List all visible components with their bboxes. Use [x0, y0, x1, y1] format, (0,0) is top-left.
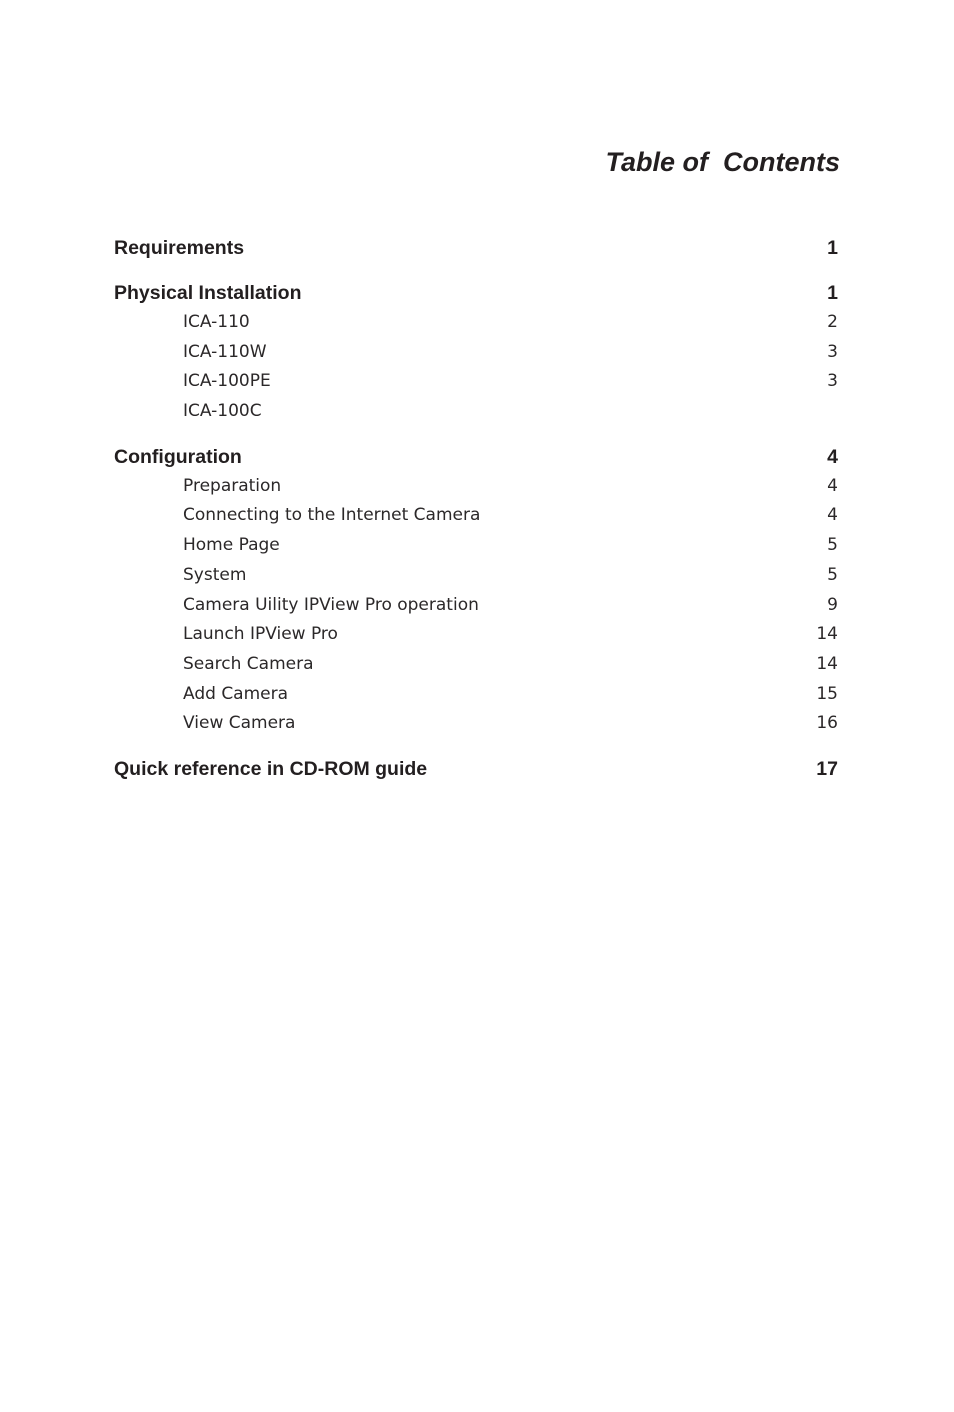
toc-entry-page: 4 — [827, 445, 838, 468]
toc-subentry-ica-110[interactable] — [114, 308, 838, 338]
toc-subentry-page: 5 — [827, 535, 838, 556]
toc-subentry-page: 3 — [827, 341, 838, 362]
toc-subentry-title: System — [183, 564, 247, 585]
toc-subentry-page: 9 — [827, 594, 838, 615]
toc-section-quick-reference — [114, 754, 838, 784]
toc-subentry-page: 2 — [827, 312, 838, 332]
toc-subentry-page: 5 — [827, 564, 838, 585]
toc-subentry-title: ICA-110 — [183, 312, 250, 332]
toc-subentry-launch-ipview[interactable] — [114, 620, 838, 650]
toc-section-physical-installation — [114, 278, 838, 427]
toc-subentry-search-camera[interactable] — [114, 650, 838, 680]
toc-entry-page: 1 — [827, 237, 838, 259]
toc-entry-title: Configuration — [114, 445, 242, 468]
toc-subentry-page: 14 — [816, 624, 838, 645]
toc-subentry-title: Launch IPView Pro — [183, 624, 338, 645]
toc-subentry-title: ICA-100PE — [183, 371, 271, 392]
toc-subentry-title: Connecting to the Internet Camera — [183, 505, 481, 526]
toc-entry-requirements[interactable] — [114, 233, 838, 263]
toc-subentry-title: Search Camera — [183, 653, 314, 674]
toc-subentry-title: ICA-110W — [183, 341, 267, 362]
toc-subentry-page: 16 — [816, 713, 838, 734]
toc-subentry-page: 4 — [827, 475, 838, 496]
table-of-contents — [114, 233, 838, 799]
toc-entry-physical-installation[interactable] — [114, 278, 838, 308]
toc-section-requirements — [114, 233, 838, 263]
toc-subentry-add-camera[interactable] — [114, 680, 838, 710]
toc-subentry-ica-100c[interactable] — [114, 397, 838, 427]
toc-subentry-camera-utility[interactable] — [114, 591, 838, 621]
toc-subentry-ica-110w[interactable] — [114, 338, 838, 368]
toc-subentry-page: 4 — [827, 505, 838, 526]
toc-entry-title: Requirements — [114, 237, 245, 259]
toc-section-configuration — [114, 442, 838, 739]
toc-subentry-page: 3 — [827, 371, 838, 392]
toc-subentry-title: Preparation — [183, 475, 282, 496]
toc-entry-page: 1 — [827, 282, 838, 304]
toc-subentry-page: 14 — [816, 653, 838, 674]
toc-subentry-title: View Camera — [183, 713, 296, 734]
toc-subentry-view-camera[interactable] — [114, 709, 838, 739]
toc-subentry-connecting[interactable] — [114, 501, 838, 531]
toc-subentry-title: Camera Uility IPView Pro operation — [183, 594, 479, 615]
toc-subentry-title: Add Camera — [183, 683, 289, 704]
toc-subentry-title: Home Page — [183, 535, 280, 556]
page-title: Table of Contents — [605, 147, 840, 177]
toc-entry-quick-reference[interactable] — [114, 754, 838, 784]
toc-entry-title: Quick reference in CD-ROM guide — [114, 757, 428, 780]
toc-subentry-title: ICA-100C — [183, 401, 262, 422]
toc-subentry-system[interactable] — [114, 561, 838, 591]
toc-entry-title: Physical Installation — [114, 282, 302, 304]
toc-subentry-home-page[interactable] — [114, 531, 838, 561]
toc-entry-page: 17 — [816, 757, 838, 780]
toc-entry-configuration[interactable] — [114, 442, 838, 472]
toc-subentry-preparation[interactable] — [114, 472, 838, 502]
toc-subentry-page: 15 — [816, 683, 838, 704]
toc-subentry-ica-100pe[interactable] — [114, 367, 838, 397]
